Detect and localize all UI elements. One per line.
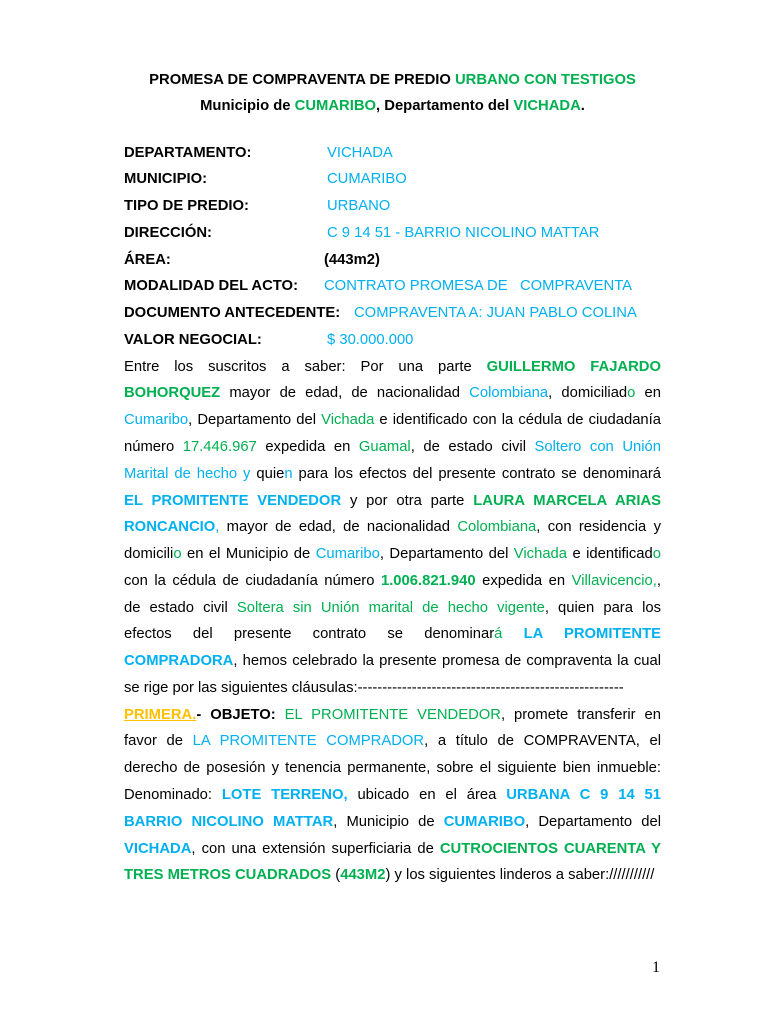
- field-row: [124, 273, 661, 300]
- property-fields: [124, 140, 661, 354]
- text-run: , con residencia y: [536, 519, 661, 536]
- text-run: en: [635, 385, 661, 402]
- text-line: [124, 354, 661, 381]
- text-run: o: [173, 546, 182, 563]
- text-run: , quien para los: [544, 599, 661, 616]
- text-run: , domiciliad: [548, 385, 628, 402]
- document-content: [124, 140, 661, 889]
- field-value: URBANO: [327, 198, 391, 215]
- text-line: [124, 621, 661, 648]
- text-run: Soltera sin Unión marital de hecho vigente: [236, 599, 545, 616]
- text-run: favor de: [124, 733, 193, 750]
- field-label: DIRECCIÓN:: [124, 224, 212, 241]
- field-label: ÁREA:: [124, 251, 171, 268]
- text-run: domicili: [124, 546, 174, 563]
- text-run: , Departamento del: [525, 813, 661, 830]
- field-value: COMPRAVENTA A: JUAN PABLO COLINA: [354, 305, 637, 322]
- title-line: [124, 67, 661, 94]
- text-run: o: [652, 546, 661, 563]
- text-line: [124, 702, 661, 729]
- field-row: [124, 193, 661, 220]
- text-run: Villavicencio,: [571, 572, 657, 589]
- field-label: MODALIDAD DEL ACTO:: [124, 278, 298, 295]
- text-run: VICHADA: [124, 840, 192, 857]
- field-label: VALOR NEGOCIAL:: [124, 331, 262, 348]
- text-line: [124, 541, 661, 568]
- text-run: 1.006.821.940: [380, 572, 476, 589]
- field-label: DEPARTAMENTO:: [124, 144, 252, 161]
- text-run: LOTE TERRENO,: [221, 786, 348, 803]
- text-line: [124, 836, 661, 863]
- text-run: URBANA C 9 14 51: [506, 786, 661, 803]
- text-run: , hemos celebrado la presente promesa de compraventa la cual: [233, 653, 661, 670]
- text-run: EL PROMITENTE VENDEDOR: [284, 706, 501, 723]
- text-run: CUMARIBO: [443, 813, 526, 830]
- field-label: MUNICIPIO:: [124, 171, 208, 188]
- text-run: BOHORQUEZ: [124, 385, 221, 402]
- text-run: Guamal: [358, 439, 411, 456]
- text-run: , a título de COMPRAVENTA, el: [424, 733, 661, 750]
- field-value: $ 30.000.000: [327, 331, 414, 348]
- text-run: ,: [656, 572, 661, 589]
- text-run: n: [284, 465, 293, 482]
- text-run: COMPRADORA: [124, 653, 234, 670]
- text-line: [124, 514, 661, 541]
- text-line: [124, 675, 661, 702]
- text-run: PRIMERA.: [124, 706, 197, 723]
- text-run: efectos del presente contrato se denominar: [124, 626, 495, 643]
- text-run: BARRIO NICOLINO MATTAR: [124, 813, 334, 830]
- text-line: [124, 728, 661, 755]
- field-label: TIPO DE PREDIO:: [124, 198, 249, 215]
- text-run: Entre los suscritos a saber: Por una parte: [124, 358, 487, 375]
- text-run: LA PROMITENTE: [523, 626, 661, 643]
- contract-paragraph: [124, 702, 661, 889]
- text-run: EL PROMITENTE VENDEDOR: [124, 492, 342, 509]
- text-run: , Departamento del: [188, 412, 322, 429]
- field-row: [124, 166, 661, 193]
- text-run: quie: [250, 465, 285, 482]
- field-row: [124, 220, 661, 247]
- text-line: [124, 809, 661, 836]
- text-run: Municipio de: [200, 98, 295, 115]
- text-run: en el Municipio de: [181, 546, 316, 563]
- text-run: LA PROMITENTE COMPRADOR: [192, 733, 425, 750]
- field-value: C 9 14 51 - BARRIO NICOLINO MATTAR: [327, 224, 600, 241]
- text-run: se rige por las siguientes cláusulas:------------------------------------------------------: [124, 679, 624, 696]
- text-run: número: [124, 439, 183, 456]
- text-run: - OBJETO:: [196, 706, 276, 723]
- contract-paragraph: [124, 354, 661, 702]
- text-run: ): [385, 867, 391, 884]
- field-value: VICHADA: [327, 144, 393, 161]
- text-run: mayor de edad, de nacionalidad: [220, 385, 470, 402]
- text-run: [502, 626, 523, 642]
- text-line: [124, 461, 661, 488]
- text-run: Colombiana: [469, 385, 549, 402]
- text-run: [276, 707, 285, 723]
- text-run: URBANO CON TESTIGOS: [454, 71, 636, 88]
- text-run: Marital de hecho y: [124, 465, 251, 482]
- text-run: Denominado:: [124, 786, 222, 803]
- text-run: .: [580, 98, 585, 115]
- text-run: GUILLERMO FAJARDO: [486, 358, 661, 375]
- text-run: e identificad: [567, 546, 653, 563]
- field-row: [124, 327, 661, 354]
- text-run: , con una extensión superficiaria de: [191, 840, 440, 857]
- field-value: CUMARIBO: [327, 171, 407, 188]
- text-line: [124, 434, 661, 461]
- field-row: [124, 247, 661, 274]
- field-row: [124, 140, 661, 167]
- text-run: Cumaribo: [315, 546, 380, 563]
- text-run: CUTROCIENTOS CUARENTA Y: [439, 840, 661, 857]
- text-line: [124, 755, 661, 782]
- text-run: expedida en: [256, 439, 359, 456]
- text-run: expedida en: [475, 572, 572, 589]
- text-run: 17.446.967: [182, 439, 257, 456]
- text-run: , Departamento del: [376, 98, 514, 115]
- field-row: [124, 300, 661, 327]
- field-label: DOCUMENTO ANTECEDENTE:: [124, 305, 341, 322]
- text-line: [124, 782, 661, 809]
- page-number: 1: [652, 959, 660, 976]
- text-run: , Municipio de: [333, 813, 444, 830]
- text-run: , Departamento del: [379, 546, 514, 563]
- title-line: [124, 93, 661, 120]
- text-run: PROMESA DE COMPRAVENTA DE PREDIO: [149, 71, 455, 88]
- text-run: Vichada: [321, 412, 375, 429]
- text-run: Colombiana: [457, 519, 537, 536]
- text-run: derecho de posesión y tenencia permanente, sobre el siguiente bien inmueble:: [124, 760, 661, 777]
- field-value: CONTRATO PROMESA DE COMPRAVENTA: [324, 278, 633, 295]
- text-run: e identificado con la cédula de ciudadanía: [374, 412, 661, 429]
- text-line: [124, 648, 661, 675]
- text-run: , de estado civil: [410, 439, 535, 456]
- text-line: [124, 407, 661, 434]
- text-run: y los siguientes linderos a saber:///////////: [390, 867, 655, 884]
- text-run: mayor de edad, de nacionalidad: [219, 519, 458, 536]
- contract-body: [124, 354, 661, 889]
- text-run: á: [494, 626, 503, 643]
- text-line: [124, 595, 661, 622]
- field-value: (443m2): [324, 251, 380, 268]
- text-run: 443M2: [340, 867, 386, 884]
- text-run: ,: [215, 519, 220, 536]
- text-run: LAURA MARCELA ARIAS: [473, 492, 661, 509]
- text-run: con la cédula de ciudadanía número: [124, 572, 381, 589]
- text-line: [124, 862, 661, 889]
- text-run: Soltero con Unión: [534, 439, 661, 456]
- text-run: para los efectos del presente contrato se denominará: [292, 465, 661, 482]
- text-run: TRES METROS CUADRADOS: [124, 867, 332, 884]
- text-run: ubicado en el área: [347, 786, 507, 803]
- text-run: RONCANCIO: [124, 519, 216, 536]
- text-line: [124, 488, 661, 515]
- text-run: (: [331, 867, 341, 884]
- text-run: CUMARIBO: [294, 98, 377, 115]
- document-title: [124, 67, 661, 121]
- text-run: , promete transferir en: [500, 706, 661, 723]
- text-run: VICHADA: [513, 98, 581, 115]
- text-run: Cumaribo: [124, 412, 189, 429]
- text-run: Vichada: [513, 546, 568, 563]
- text-line: [124, 380, 661, 407]
- text-line: [124, 568, 661, 595]
- text-run: de estado civil: [124, 599, 237, 616]
- text-run: y por otra parte: [341, 492, 474, 509]
- text-run: o: [627, 385, 636, 402]
